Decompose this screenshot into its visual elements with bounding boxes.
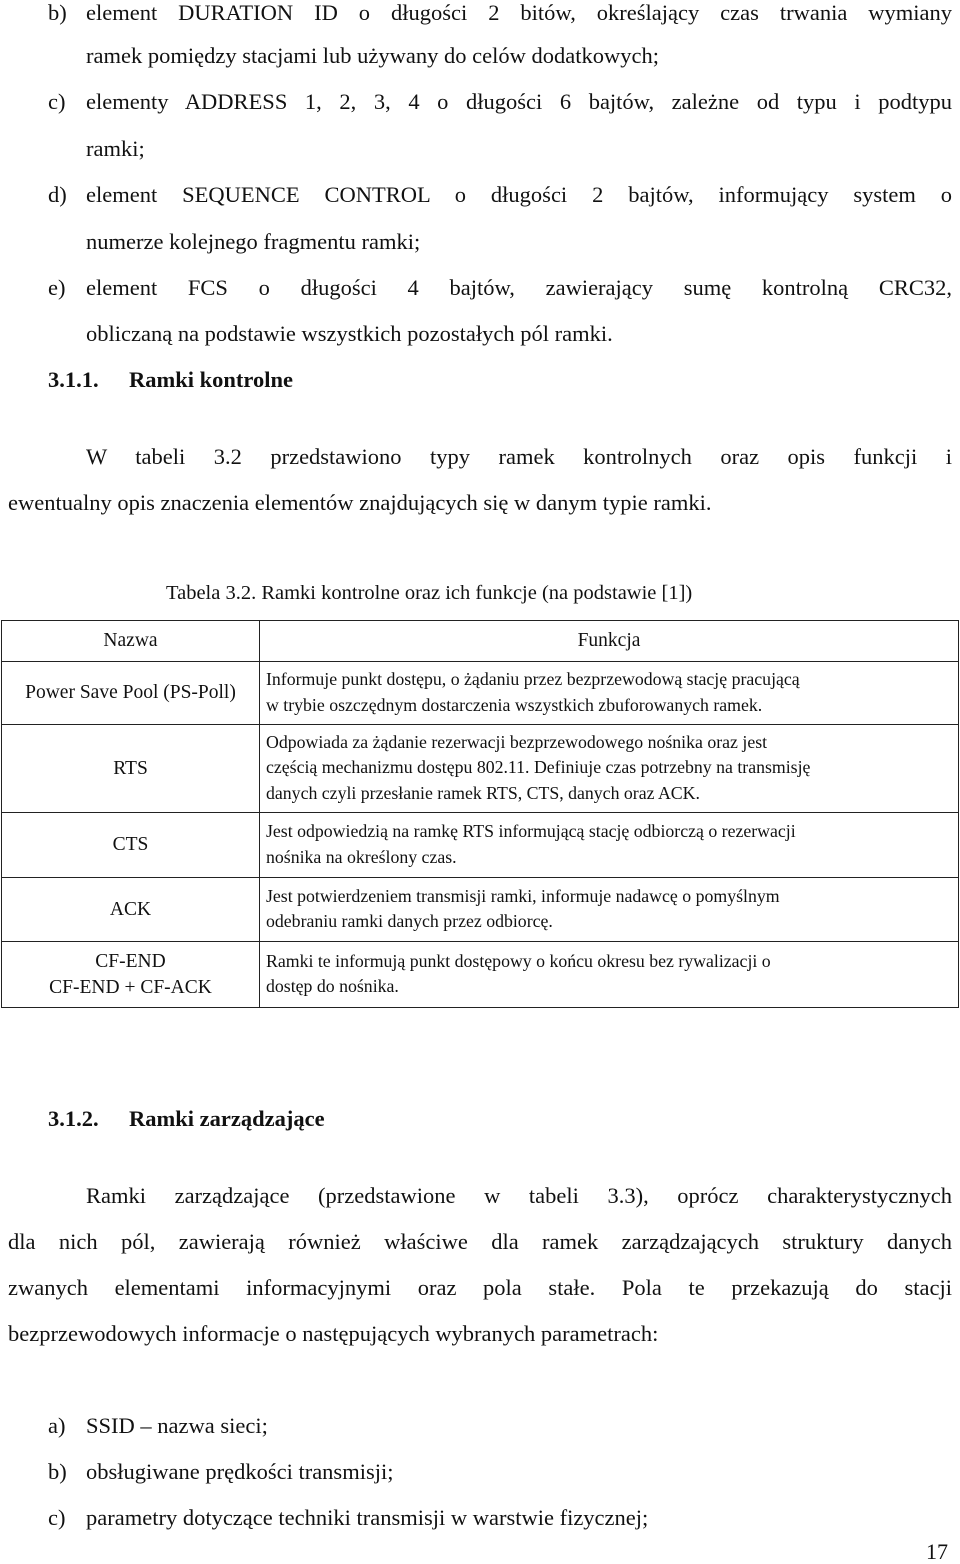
function-line: Jest odpowiedzią na ramkę RTS informującą stację odbiorczą o rezerwacji <box>266 821 796 841</box>
list-item-marker: e) <box>48 275 66 300</box>
list-item-marker: a) <box>48 1413 66 1438</box>
list-item-line: obliczaną na podstawie wszystkich pozostałych pól ramki. <box>86 321 613 346</box>
frame-function-cell <box>260 942 959 1008</box>
frame-function-cell <box>260 725 959 813</box>
table-row <box>2 813 959 878</box>
table-header-cell: Funkcja <box>260 621 959 662</box>
page-number: 17 <box>926 1539 948 1564</box>
section-number: 3.1.2. <box>48 1106 99 1131</box>
paragraph-line: Ramki zarządzające (przedstawione w tabeli 3.3), oprócz charakterystycznych <box>86 1183 952 1208</box>
table-row <box>2 878 959 942</box>
function-line: Odpowiada za żądanie rezerwacji bezprzewodowego nośnika oraz jest <box>266 731 768 752</box>
list-item-text: obsługiwane prędkości transmisji; <box>86 1459 394 1484</box>
frame-name-cell <box>2 662 260 725</box>
frame-function-cell <box>260 813 959 878</box>
paragraph-line: zwanych elementami informacyjnymi oraz pola stałe. Pola te przekazują do stacji <box>8 1275 952 1300</box>
table-caption: Tabela 3.2. Ramki kontrolne oraz ich funkcje (na podstawie [1]) <box>166 582 693 604</box>
table-row <box>2 725 959 813</box>
frame-name-cell <box>2 725 260 813</box>
frame-name: Power Save Pool (PS-Poll) <box>25 682 236 703</box>
frame-name: CTS <box>112 834 149 855</box>
list-item-line: element FCS o długości 4 bajtów, zawierający sumę kontrolną CRC32, <box>86 275 952 300</box>
paragraph-line: dla nich pól, zawierają również właściwe dla ramek zarządzających struktury danych <box>8 1229 952 1254</box>
table-row <box>2 942 959 1008</box>
frame-name-cell <box>2 813 260 878</box>
function-line: Jest potwierdzeniem transmisji ramki, informuje nadawcę o pomyślnym <box>266 885 780 906</box>
section-number: 3.1.1. <box>48 367 99 392</box>
table-row <box>2 662 959 725</box>
list-item-marker: c) <box>48 1505 66 1530</box>
list-item-text: parametry dotyczące techniki transmisji w warstwie fizycznej; <box>86 1505 649 1530</box>
frame-function-cell <box>260 662 959 725</box>
function-line: częścią mechanizmu dostępu 802.11. Definiuje czas potrzebny na transmisję <box>266 757 811 778</box>
function-line: dostęp do nośnika. <box>266 976 399 996</box>
list-item-line: ramek pomiędzy stacjami lub używany do celów dodatkowych; <box>86 43 659 68</box>
table-header-row <box>2 621 959 662</box>
frame-name: RTS <box>113 757 148 779</box>
frame-name-cell <box>2 878 260 942</box>
control-frames-table <box>1 620 959 1008</box>
function-line: Ramki te informują punkt dostępowy o końcu okresu bez rywalizacji o <box>266 950 771 971</box>
paragraph-line: W tabeli 3.2 przedstawiono typy ramek kontrolnych oraz opis funkcji i <box>86 444 952 469</box>
function-line: odebraniu ramki danych przez odbiorcę. <box>266 911 553 931</box>
function-line: danych czyli przesłanie ramek RTS, CTS, danych oraz ACK. <box>266 782 700 803</box>
function-line: nośnika na określony czas. <box>266 846 457 867</box>
list-item-marker: b) <box>48 0 67 25</box>
frame-function-cell <box>260 878 959 942</box>
paragraph-line: ewentualny opis znaczenia elementów znajdujących się w danym typie ramki. <box>8 490 712 515</box>
frame-name: ACK <box>109 898 152 920</box>
table-header-cell: Nazwa <box>2 621 260 662</box>
list-item-line: ramki; <box>86 136 145 161</box>
list-item-marker: b) <box>48 1459 67 1484</box>
paragraph-line: bezprzewodowych informacje o następujących wybranych parametrach: <box>8 1321 659 1346</box>
list-item-marker: d) <box>48 182 67 207</box>
list-item-line: numerze kolejnego fragmentu ramki; <box>86 229 421 254</box>
list-item-line: elementy ADDRESS 1, 2, 3, 4 o długości 6 bajtów, zależne od typu i podtypu <box>86 89 952 114</box>
frame-name: CF-END <box>95 950 166 972</box>
function-line: Informuje punkt dostępu, o żądaniu przez bezprzewodową stację pracującą <box>266 669 800 689</box>
frame-name: CF-END + CF-ACK <box>49 976 212 998</box>
section-title: Ramki zarządzające <box>129 1106 325 1131</box>
list-item-marker: c) <box>48 89 66 114</box>
list-item-line: element SEQUENCE CONTROL o długości 2 bajtów, informujący system o <box>86 182 952 207</box>
list-item-text: SSID – nazwa sieci; <box>86 1413 268 1438</box>
list-item-line: element DURATION ID o długości 2 bitów, określający czas trwania wymiany <box>86 0 952 25</box>
function-line: w trybie oszczędnym dostarczenia wszystkich zbuforowanych ramek. <box>266 694 763 715</box>
frame-name-cell <box>2 942 260 1008</box>
section-title: Ramki kontrolne <box>129 367 293 392</box>
